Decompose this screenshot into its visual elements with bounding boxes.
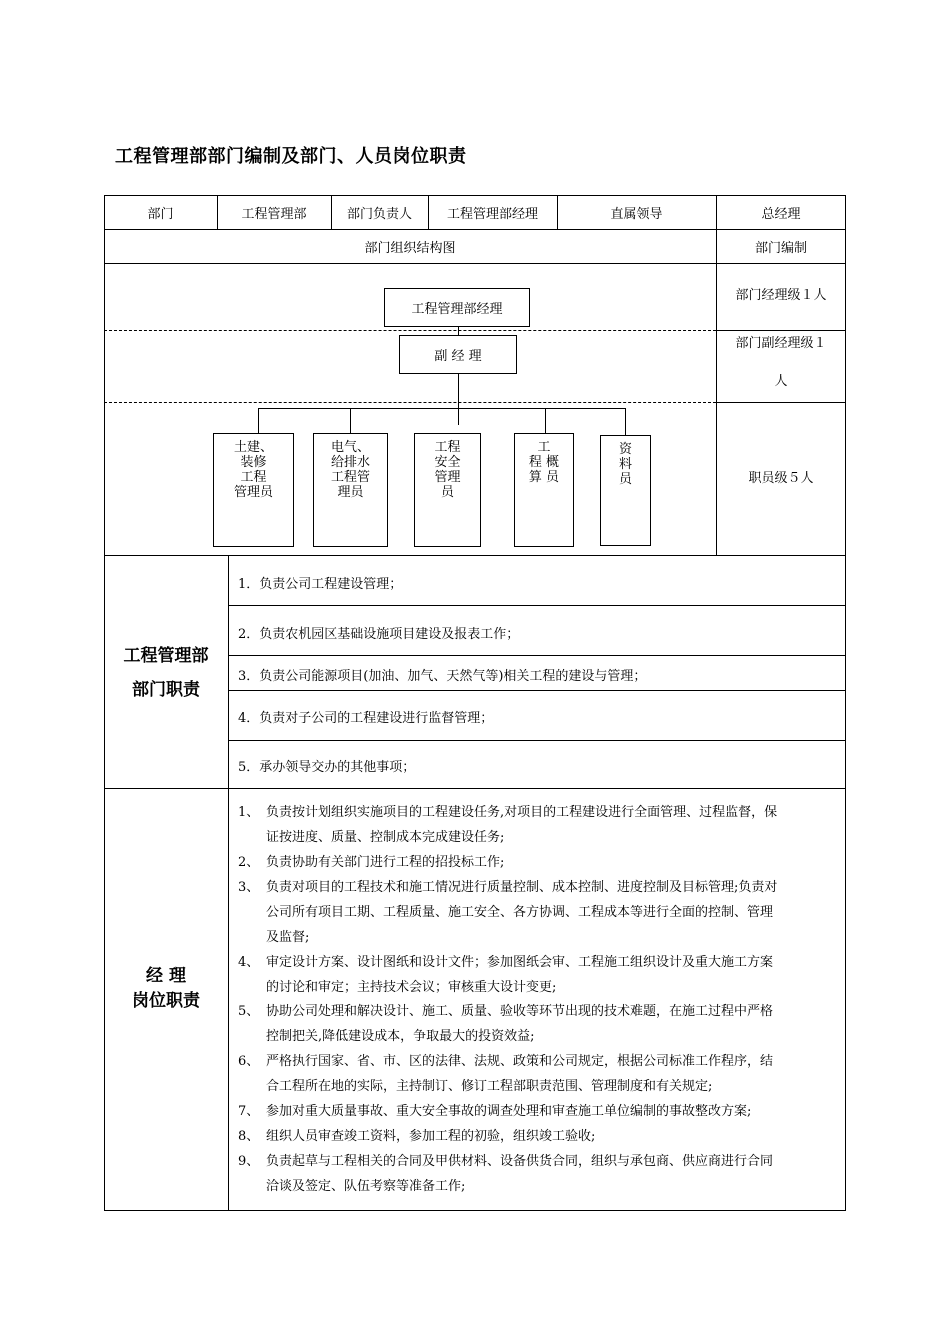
dept-duties-label-line2: 部门职责 [132,680,200,700]
org-box-line: 工程 [434,440,461,455]
manager-duty-line: 严格执行国家、省、市、区的法律、法规、政策和公司规定，根据公司标准工作程序，结 [266,1054,774,1069]
dept-duty-item: 2．负责农机园区基础设施项目建设及报表工作； [238,627,520,642]
dept-value: 工程管理部 [241,206,307,222]
leader-value: 总经理 [761,206,801,222]
org-box-line: 理员 [337,485,364,500]
dept-duties-label-line1: 工程管理部 [123,646,209,666]
staffing-staff: 职员级５人 [748,471,814,486]
org-box-budget [514,433,574,547]
manager-duty-line: 负责按计划组织实施项目的工程建设任务,对项目的工程建设进行全面管理、过程监督，保 [266,805,778,820]
staffing-manager: 部门经理级１人 [735,288,827,303]
manager-duty-num: 8、 [238,1129,260,1144]
org-box-civil [213,433,294,547]
org-box-line: 工程管 [330,470,370,485]
org-box-line: 工 [537,440,551,455]
manager-duty-num: 9、 [238,1154,260,1169]
dept-duty-item: 5．承办领导交办的其他事项； [238,760,416,775]
dept-duty-item: 1．负责公司工程建设管理； [238,577,403,592]
manager-duty-line: 负责起草与工程相关的合同及甲供材料、设备供货合同，组织与承包商、供应商进行合同 [266,1154,774,1169]
manager-duty-num: 7、 [238,1104,260,1119]
manager-duty-line: 组织人员审查竣工资料，参加工程的初验，组织竣工验收; [266,1129,596,1144]
manager-duty-num: 1、 [238,805,260,820]
manager-duty-line: 的讨论和审定；主持技术会议；审核重大设计变更; [266,980,557,995]
manager-duty-line: 控制把关,降低建设成本，争取最大的投资效益; [266,1029,535,1044]
org-box-line: 工程 [240,470,267,485]
staffing-deputy-line2: 人 [774,374,788,389]
org-box-records [600,435,651,546]
org-box-deputy-label: 副 经 理 [434,349,482,364]
manager-duty-line: 协助公司处理和解决设计、施工、质量、验收等环节出现的技术难题，在施工过程中严格 [266,1004,774,1019]
dept-label: 部门 [147,206,174,222]
page-title: 工程管理部部门编制及部门、人员岗位职责 [115,146,467,167]
dept-duty-item: 4．负责对子公司的工程建设进行监督管理； [238,711,494,726]
org-box-line: 安全 [434,455,461,470]
manager-duty-line: 及监督; [266,930,310,945]
manager-duty-num: 3、 [238,880,260,895]
manager-duty-line: 洽谈及签定、队伍考察等准备工作; [266,1179,466,1194]
org-box-safety [414,433,481,547]
head-value: 工程管理部经理 [446,206,538,222]
org-box-line: 给排水 [330,455,370,470]
manager-duty-num: 2、 [238,855,260,870]
org-box-electrical [313,433,388,547]
org-box-line: 程 概 [528,455,560,470]
org-chart-label: 部门组织结构图 [364,240,456,256]
leader-label: 直属领导 [610,206,663,222]
org-box-line: 管理 [434,470,461,485]
dept-duty-item: 3．负责公司能源项目(加油、加气、天然气等)相关工程的建设与管理； [238,669,647,684]
manager-duties-label-line2: 岗位职责 [132,991,200,1011]
org-box-line: 资 [618,442,632,457]
org-box-line: 管理员 [233,485,273,500]
org-box-line: 员 [440,485,454,500]
org-box-line: 料 [618,457,632,472]
manager-duty-line: 参加对重大质量事故、重大安全事故的调查处理和审查施工单位编制的事故整改方案; [266,1104,752,1119]
org-box-line: 土建、 [233,440,273,455]
manager-duty-line: 负责协助有关部门进行工程的招投标工作; [266,855,505,870]
manager-duty-line: 审定设计方案、设计图纸和设计文件；参加图纸会审、工程施工组织设计及重大施工方案 [266,955,774,970]
org-box-line: 电气、 [330,440,370,455]
staffing-label: 部门编制 [754,240,807,256]
org-box-manager [384,288,530,327]
manager-duties-label [104,964,228,1014]
staffing-deputy [716,336,846,390]
manager-duty-num: 4、 [238,955,260,970]
org-box-line: 装修 [240,455,267,470]
org-box-line: 算 员 [528,470,560,485]
manager-duty-line: 合工程所在地的实际，主持制订、修订工程部职责范围、管理制度和有关规定; [266,1079,713,1094]
dept-duties-label [104,639,228,707]
manager-duty-num: 6、 [238,1054,260,1069]
manager-duties-label-line1: 经 理 [146,966,186,986]
manager-duty-line: 公司所有项目工期、工程质量、施工安全、各方协调、工程成本等进行全面的控制、管理 [266,905,774,920]
org-box-deputy [399,335,517,374]
org-box-line: 员 [618,472,632,487]
manager-duty-num: 5、 [238,1004,260,1019]
org-box-manager-label: 工程管理部经理 [411,302,503,317]
head-label: 部门负责人 [346,206,412,222]
manager-duty-line: 证按进度、质量、控制成本完成建设任务; [266,830,505,845]
manager-duty-line: 负责对项目的工程技术和施工情况进行质量控制、成本控制、进度控制及目标管理;负责对 [266,880,778,895]
staffing-deputy-line1: 部门副经理级１ [735,336,827,351]
